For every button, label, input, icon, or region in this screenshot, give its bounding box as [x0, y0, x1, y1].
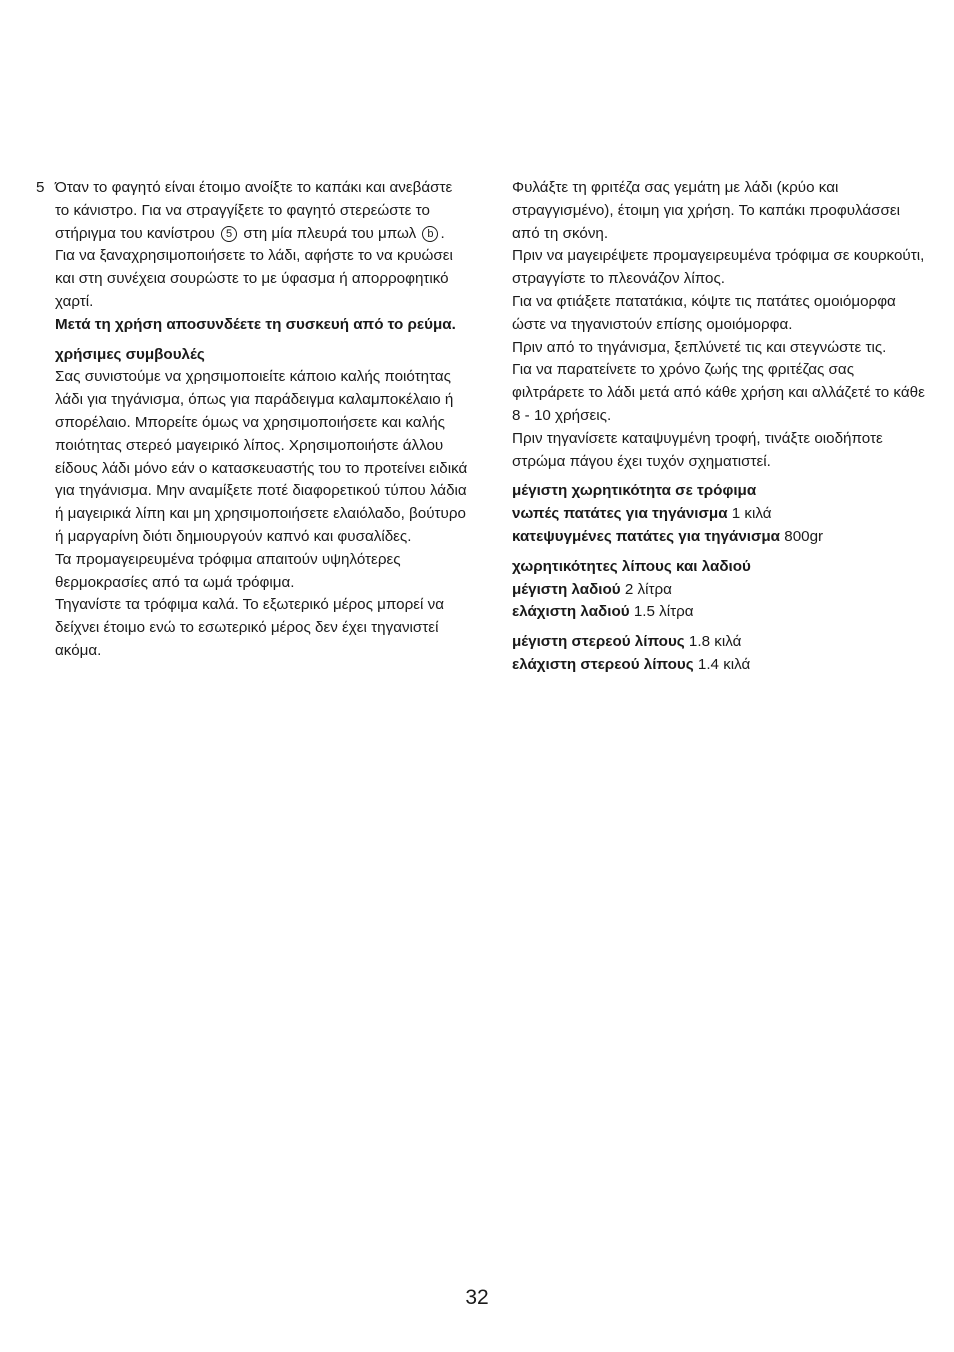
tips-paragraph: Τηγανίστε τα τρόφιμα καλά. Το εξωτερικό μέρος μπορεί να δείχνει έτοιμο ενώ το εσωτερικό μέρος δεν έχει τηγανιστεί ακόμα. [55, 596, 444, 659]
left-column [36, 177, 468, 663]
reuse-oil-text: Για να ξαναχρησιμοποιήσετε το λάδι, αφήστε το να κρυώσει και στη συνέχεια σουρώστε το με ύφασμα ή απορροφητικό χαρτί. [55, 247, 453, 310]
step-number: 5 [36, 179, 45, 196]
step-5 [36, 177, 468, 663]
batter-tip: Πριν να μαγειρέψετε προμαγειρευμένα τρόφιμα σε κουρκούτι, στραγγίστε το πλεονάζον λίπος. [512, 247, 925, 288]
tips-paragraph: Σας συνιστούμε να χρησιμοποιείτε κάποιο καλής ποιότητας λάδι για τηγάνισμα, όπως για παράδειγμα καλαμποκέλαιο ή σπορέλαιο. Μπορείτε όμως να χρησιμοποιήσετε και καλής ποιότητας στερεό μαγειρικό λίπος. Χρησιμοποιήστε άλλου είδους λάδι μόνο εάν ο κατασκευαστής του το προτείνει ειδικά για τηγάνισμα. Μην αναμίξετε ποτέ διαφορετικού τύπου λάδια ή μαγειρικά λίπη και μη χρησιμοποιήσετε ελαιόλαδο, βούτυρο ή μαργαρίνη διότι δημιουργούν καπνό και φυσαλίδες. [55, 368, 468, 545]
oil-max: μέγιστη λαδιού 2 λίτρα [512, 580, 672, 598]
chips-tip: Για να φτιάξετε πατατάκια, κόψτε τις πατάτες ομοιόμορφα ώστε να τηγανιστούν επίσης ομοιόμορφα. [512, 292, 896, 333]
oil-filter-tip: Για να παρατείνετε το χρόνο ζωής της φριτέζας σας φιλτράρετε το λάδι μετά από κάθε χρήση και αλλάζετέ το κάθε 8 - 10 χρήσεις. [512, 361, 925, 424]
tips-paragraph: Τα προμαγειρευμένα τρόφιμα απαιτούν υψηλότερες θερμοκρασίες από τα ωμά τρόφιμα. [55, 550, 401, 591]
rinse-tip: Πριν από το τηγάνισμα, ξεπλύνετέ τις και στεγνώστε τις. [512, 338, 887, 356]
frozen-food-tip: Πριν τηγανίσετε καταψυγμένη τροφή, τινάξτε οιοδήποτε στρώμα πάγου έχει τυχόν σχηματιστεί. [512, 429, 883, 470]
fat-min: ελάχιστη στερεού λίπους 1.4 κιλά [512, 655, 751, 673]
bowl-marker: b [422, 226, 438, 242]
step-5-text: Όταν το φαγητό είναι έτοιμο ανοίξτε το καπάκι και ανεβάστε το κάνιστρο. Για να στραγγίξετε το φαγητό στερεώστε το στήριγμα του κανίστρου 5 στη μία πλευρά του μπωλ b . [55, 179, 453, 242]
capacity-heading: μέγιστη χωρητικότητα σε τρόφιμα [512, 482, 757, 500]
oil-capacity-heading: χωρητικότητες λίπους και λαδιού [512, 557, 751, 575]
unplug-warning: Μετά τη χρήση αποσυνδέετε τη συσκευή από το ρεύμα. [55, 315, 456, 333]
basket-support-marker: 5 [221, 226, 237, 242]
tips-heading: χρήσιμες συμβουλές [55, 345, 205, 363]
fat-max: μέγιστη στερεού λίπους 1.8 κιλά [512, 633, 742, 651]
page-number: 32 [465, 1286, 489, 1309]
right-column [512, 177, 927, 677]
fresh-chips-capacity: νωπές πατάτες για τηγάνισμα 1 κιλά [512, 505, 772, 523]
oil-min: ελάχιστη λαδιού 1.5 λίτρα [512, 603, 694, 621]
storage-tip: Φυλάξτε τη φριτέζα σας γεμάτη με λάδι (κρύο και στραγγισμένο), έτοιμη για χρήση. Το καπάκι προφυλάσσει από τη σκόνη. [512, 179, 901, 242]
frozen-chips-capacity: κατεψυγμένες πατάτες για τηγάνισμα 800gr [512, 527, 824, 545]
